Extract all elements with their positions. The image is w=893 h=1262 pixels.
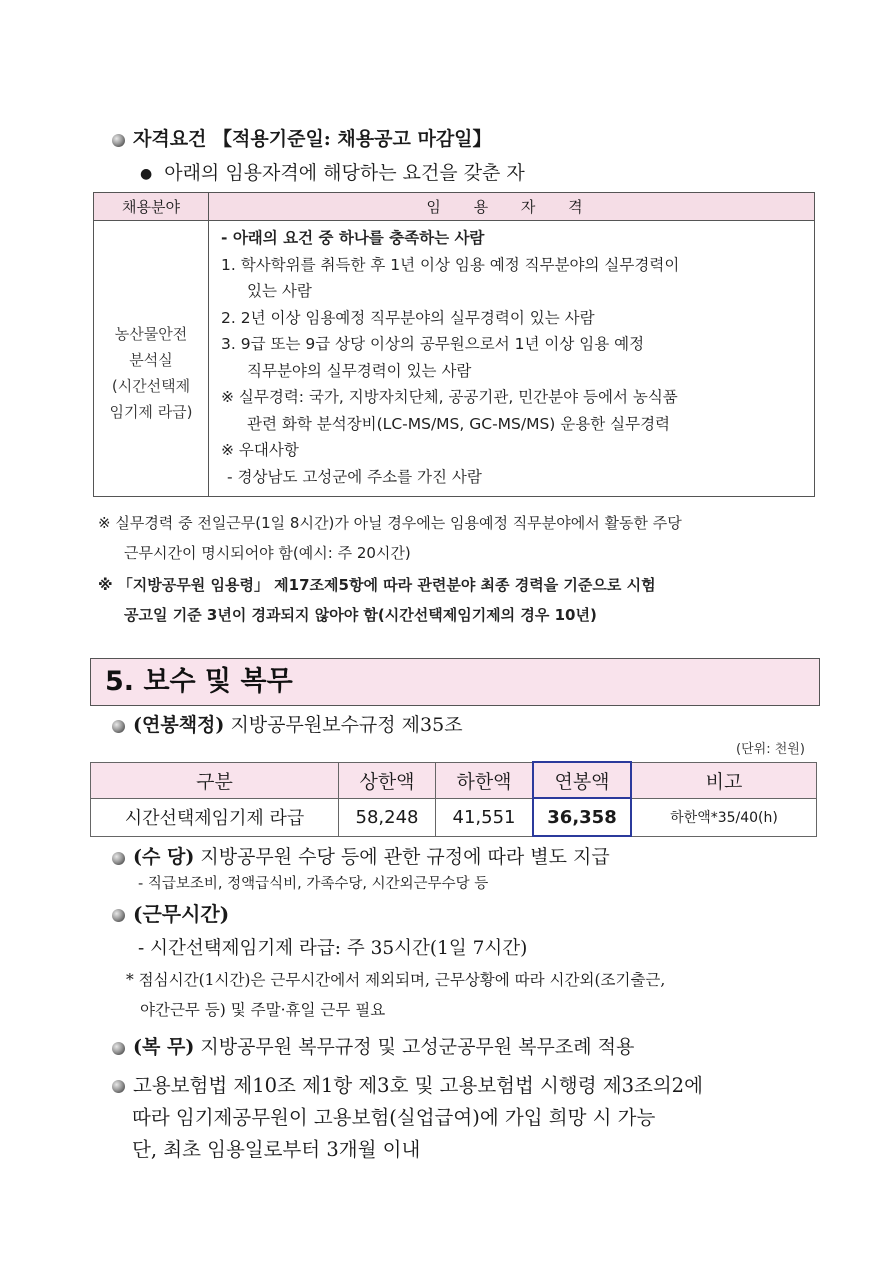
- allowance-detail: - 직급보조비, 정액급식비, 가족수당, 시간외근무수당 등: [138, 876, 489, 892]
- qualification-heading: [112, 124, 492, 151]
- insurance-line-3: 단, 최초 임용일로부터 3개월 이내: [132, 1138, 421, 1161]
- hours-note-line-1: * 점심시간(1시간)은 근무시간에서 제외되며, 근무상황에 따라 시간외(조기출근,: [126, 971, 666, 989]
- header-qualification: 임 용 자 격: [209, 193, 815, 221]
- hours-heading: [112, 898, 229, 927]
- field-cell: [94, 221, 209, 497]
- section-5-title: 5. 보수 및 복무: [90, 658, 820, 706]
- allowance-text: 지방공무원 수당 등에 관한 규정에 따라 별도 지급: [194, 846, 610, 868]
- field-line: (시간선택제: [111, 376, 191, 395]
- salary-header-category: 구분: [91, 762, 339, 798]
- dot-bullet-icon: ●: [140, 166, 153, 182]
- hours-note-line-2: 야간근무 등) 및 주말·휴일 근무 필요: [140, 1001, 386, 1019]
- sphere-bullet-icon: [112, 134, 125, 147]
- qual-line: ※ 실무경력: 국가, 지방자치단체, 공공기관, 민간분야 등에서 농식품: [221, 388, 678, 406]
- sphere-bullet-icon: [112, 1080, 125, 1093]
- sphere-bullet-icon: [112, 852, 125, 865]
- insurance-line-1: [112, 1070, 703, 1098]
- qual-line: 1. 학사학위를 취득한 후 1년 이상 임용 예정 직무분야의 실무경력이: [221, 255, 680, 274]
- insurance-line-2: 따라 임기제공무원이 고용보험(실업급여)에 가입 희망 시 가능: [132, 1106, 656, 1129]
- field-line: 농산물안전: [114, 324, 188, 343]
- allowance-label: (수 당): [133, 846, 195, 868]
- hours-heading-text: (근무시간): [133, 902, 230, 926]
- service-text: 지방공무원 복무규정 및 고성군공무원 복무조례 적용: [194, 1036, 635, 1058]
- hours-detail: - 시간선택제임기제 라급: 주 35시간(1일 7시간): [138, 938, 528, 959]
- qual-line: 3. 9급 또는 9급 상당 이상의 공무원으로서 1년 이상 임용 예정: [221, 335, 645, 353]
- qual-line: 2. 2년 이상 임용예정 직무분야의 실무경력이 있는 사람: [221, 308, 595, 327]
- salary-heading-label: (연봉책정): [133, 714, 225, 736]
- service-heading: [112, 1032, 634, 1059]
- salary-cell-category: 시간선택제임기제 라급: [91, 798, 339, 836]
- salary-header-lower: 하한액: [436, 762, 534, 798]
- sphere-bullet-icon: [112, 909, 125, 922]
- salary-table-row: [91, 798, 817, 836]
- field-line: 임기제 라급): [109, 402, 193, 421]
- note-2-line-2: 공고일 기준 3년이 경과되지 않아야 함(시간선택제임기제의 경우 10년): [124, 606, 597, 624]
- note-1-line-2: 근무시간이 명시되어야 함(예시: 주 20시간): [124, 544, 411, 562]
- salary-header-remarks: 비고: [631, 762, 817, 798]
- note-1-line-1: ※ 실무경력 중 전일근무(1일 8시간)가 아닐 경우에는 임용예정 직무분야에서 활동한 주당: [98, 514, 682, 532]
- header-field: 채용분야: [94, 193, 209, 221]
- qualification-table-row: [94, 221, 815, 497]
- qualification-cell: [209, 221, 815, 497]
- salary-cell-remarks: 하한액*35/40(h): [631, 798, 817, 836]
- sphere-bullet-icon: [112, 720, 125, 733]
- qualification-table-header: [94, 193, 815, 221]
- unit-label: (단위: 천원): [736, 742, 805, 757]
- salary-table: [90, 761, 817, 837]
- qual-line: - 경상남도 고성군에 주소를 가진 사람: [227, 467, 482, 486]
- qual-line: 있는 사람: [247, 282, 312, 300]
- salary-table-header: [91, 762, 817, 798]
- salary-header-annual: 연봉액: [533, 762, 631, 798]
- qual-line: ※ 우대사항: [221, 441, 299, 459]
- qualification-sub-bullet: [140, 158, 525, 185]
- qualification-sub-text: 아래의 임용자격에 해당하는 요건을 갖춘 자: [164, 162, 525, 184]
- salary-cell-lower: 41,551: [436, 798, 534, 836]
- insurance-text-1: 고용보험법 제10조 제1항 제3호 및 고용보험법 시행령 제3조의2에: [133, 1074, 703, 1097]
- qual-line: - 아래의 요건 중 하나를 충족하는 사람: [221, 229, 485, 247]
- note-2-line-1: ※ 「지방공무원 임용령」 제17조제5항에 따라 관련분야 최종 경력을 기준으로 시험: [98, 576, 656, 594]
- qualification-heading-text: 자격요건 【적용기준일: 채용공고 마감일】: [133, 128, 492, 150]
- salary-header-upper: 상한액: [339, 762, 436, 798]
- allowance-heading: [112, 842, 610, 869]
- salary-heading-text: 지방공무원보수규정 제35조: [224, 714, 463, 736]
- salary-cell-annual: 36,358: [533, 798, 631, 836]
- salary-cell-upper: 58,248: [339, 798, 436, 836]
- field-line: 분석실: [129, 350, 173, 369]
- salary-heading: [112, 710, 463, 737]
- sphere-bullet-icon: [112, 1042, 125, 1055]
- qualification-table: [93, 192, 815, 497]
- qual-line: 직무분야의 실무경력이 있는 사람: [247, 361, 472, 380]
- service-label: (복 무): [133, 1036, 195, 1058]
- qual-line: 관련 화학 분석장비(LC-MS/MS, GC-MS/MS) 운용한 실무경력: [247, 414, 671, 433]
